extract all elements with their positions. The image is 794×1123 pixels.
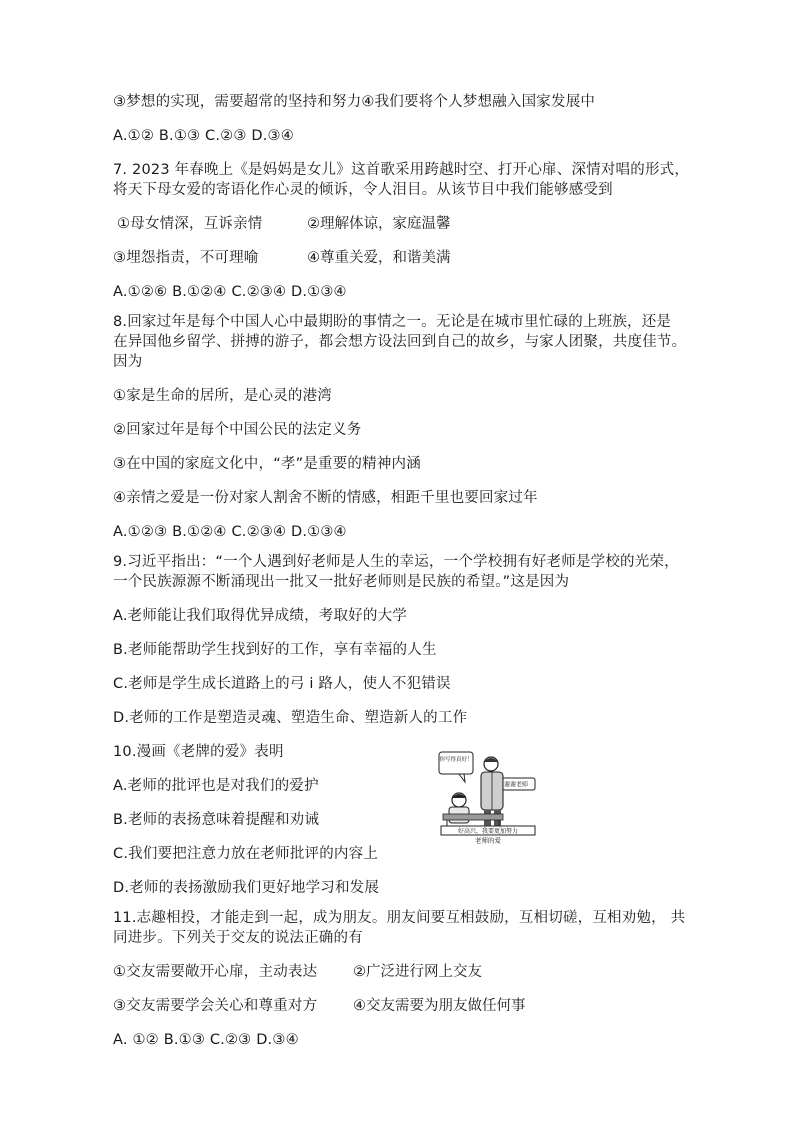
q10-stem: 10.漫画《老牌的爱》表明	[113, 744, 284, 760]
q7-option-4: ④尊重关爱，和谐美满	[307, 250, 451, 266]
q9-stem-line1: 9.习近平指出：“一个人遇到好老师是人生的幸运，一个学校拥有好老师是学校的光荣，	[113, 554, 679, 570]
q8-option-3: ③在中国的家庭文化中，“孝”是重要的精神内涵	[113, 456, 421, 472]
q11-choices: A. ①② B.①③ C.②③ D.③④	[113, 1032, 299, 1048]
q10-option-b: B.老师的表扬意味着提醒和劝诫	[113, 812, 320, 828]
q9-stem-line2: 一个民族源源不断涌现出一批又一批好老师则是民族的希望。”这是因为	[113, 574, 570, 590]
q9-option-a: A.老师能让我们取得优异成绩，考取好的大学	[113, 608, 407, 624]
q7-stem-line1: 7. 2023 年春晚上《是妈妈是女儿》这首歌采用跨越时空、打开心扉、深情对唱的形式，	[113, 162, 690, 178]
q11-option-1: ①交友需要敞开心扉，主动表达	[113, 964, 318, 980]
q7-choices: A.①②⑥ B.①②④ C.②③④ D.①③④	[113, 284, 347, 300]
cartoon-banner: 好高兴，我要更加努力	[457, 828, 519, 835]
q10-option-c: C.我们要把注意力放在老师批评的内容上	[113, 846, 379, 862]
q10-option-a: A.老师的批评也是对我们的爱护	[113, 778, 319, 794]
q8-option-4: ④亲情之爱是一份对家人割舍不断的情感，相距千里也要回家过年	[113, 490, 538, 506]
q11-stem-line1: 11.志趣相投，才能走到一起，成为朋友。朋友间要互相鼓励，互相切磋，互相劝勉， 共	[113, 910, 686, 926]
q7-option-1: ①母女情深，互诉亲情	[117, 216, 263, 232]
q11-stem-line2: 同进步。下列关于交友的说法正确的有	[113, 930, 363, 946]
q8-option-1: ①家是生命的居所，是心灵的港湾	[113, 388, 332, 404]
q8-option-2: ②回家过年是每个中国公民的法定义务	[113, 422, 362, 438]
q8-stem-line3: 因为	[113, 354, 143, 370]
q8-choices: A.①②③ B.①②④ C.②③④ D.①③④	[113, 524, 347, 540]
q9-option-b: B.老师能帮助学生找到好的工作，享有幸福的人生	[113, 642, 437, 658]
q9-option-c: C.老师是学生成长道路上的弓 i 路人，使人不犯错误	[113, 676, 451, 692]
cartoon-illustration	[437, 750, 539, 844]
q11-option-4: ④交友需要为朋友做任何事	[353, 998, 526, 1014]
q7-option-2: ②理解体谅，家庭温馨	[307, 216, 451, 232]
q8-stem-line2: 在异国他乡留学、拼搏的游子，都会想方设法回到自己的故乡，与家人团聚，共度佳节。	[113, 334, 687, 350]
q8-stem-line1: 8.回家过年是每个中国人心中最期盼的事情之一。无论是在城市里忙碌的上班族，还是	[113, 314, 672, 330]
q10-option-d: D.老师的表扬激励我们更好地学习和发展	[113, 880, 380, 896]
cartoon-teacher-bubble: 你写得真好！	[439, 757, 473, 763]
cartoon-caption: 老师的爱	[475, 836, 501, 844]
q11-option-2: ②广泛进行网上交友	[353, 964, 482, 980]
q6-options-3-4: ③梦想的实现，需要超常的坚持和努力④我们要将个人梦想融入国家发展中	[113, 94, 596, 110]
cartoon-student-bubble: 谢谢老师	[503, 781, 529, 789]
q7-option-3: ③埋怨指责，不可理喻	[113, 250, 259, 266]
q11-option-3: ③交友需要学会关心和尊重对方	[113, 998, 318, 1014]
q7-stem-line2: 将天下母女爱的寄语化作心灵的倾诉，令人泪目。从该节目中我们能够感受到	[113, 182, 613, 198]
q6-choices: A.①② B.①③ C.②③ D.③④	[113, 128, 294, 144]
q9-option-d: D.老师的工作是塑造灵魂、塑造生命、塑造新人的工作	[113, 710, 468, 726]
